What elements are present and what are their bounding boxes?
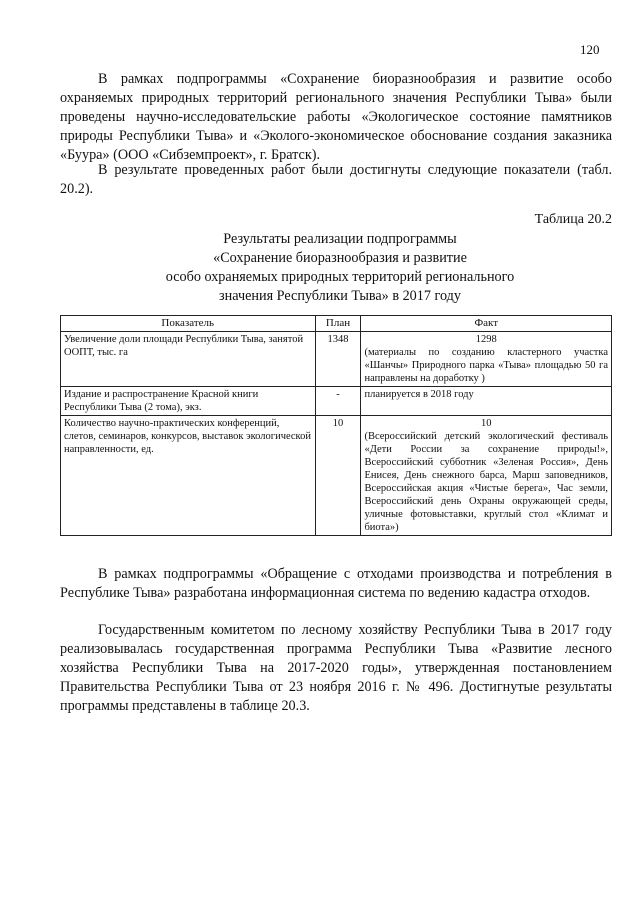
- fact-note: (материалы по созданию кластерного участка «Шанчы» Природного парка «Тыва» площадью 50 га направлены на доработку ): [364, 347, 608, 384]
- table-title: [90, 230, 590, 306]
- fact-note: планируется в 2018 году: [364, 389, 474, 400]
- fact-value: 1298: [475, 334, 497, 345]
- header-indicator: Показатель: [61, 316, 316, 332]
- header-fact: Факт: [361, 316, 612, 332]
- table-header-row: [61, 316, 612, 332]
- paragraph-waste: В рамках подпрограммы «Обращение с отходами производства и потребления в Республике Тыва» разработана информационная система по ведению кадастра отходов.: [60, 566, 612, 601]
- cell-plan: -: [315, 387, 361, 416]
- table-row: [61, 416, 612, 536]
- paragraph-biodiversity: В рамках подпрограммы «Сохранение биоразнообразия и развитие особо охраняемых природных территорий регионального значения Республики Тыва» были проведены научно-исследовательские работы «Экологическое состояние памятников природы Республики Тыва» и «Эколого-экономическое обоснование создания заказника «Буура» (ООО «Сибземпроект», г. Братск).: [60, 71, 612, 163]
- table-title-line: особо охраняемых природных территорий регионального: [165, 269, 515, 285]
- cell-plan: 1348: [315, 332, 361, 387]
- paragraph-forestry: Государственным комитетом по лесному хозяйству Республики Тыва в 2017 году реализовывалась государственная программа Республики Тыва «Развитие лесного хозяйства Республики Тыва на 2017-2020 годы», утвержденная постановлением Правительства Республики Тыва от 23 ноября 2016 г. № 496. Достигнутые результаты программы представлены в таблице 20.3.: [60, 622, 612, 714]
- cell-fact: [361, 332, 612, 387]
- cell-indicator: Увеличение доли площади Республики Тыва, занятой ООПТ, тыс. га: [61, 332, 316, 387]
- table-row: [61, 387, 612, 416]
- cell-fact: [361, 387, 612, 416]
- fact-value: 10: [480, 418, 492, 429]
- page-number: 120: [580, 42, 600, 57]
- table-row: [61, 332, 612, 387]
- header-plan: План: [315, 316, 361, 332]
- fact-note: (Всероссийский детский экологический фестиваль «Дети России за сохранение природы!», Всероссийский субботник «Зеленая Россия», День Енисея, День снежного барса, Марш заповедников, Всероссийская акция «Чистые берега», Час земли, Всероссийский день Охраны окружающей среды, уличные фотовыставки, круглый стол «Климат и биота»): [364, 431, 608, 533]
- results-table: [60, 315, 612, 536]
- cell-indicator: Количество научно-практических конференций, слетов, семинаров, конкурсов, выставок экологической направленности, ед.: [61, 416, 316, 536]
- table-title-line: значения Республики Тыва» в 2017 году: [219, 288, 461, 304]
- table-title-line: Результаты реализации подпрограммы: [223, 231, 457, 247]
- cell-fact: [361, 416, 612, 536]
- paragraph-results-intro: В результате проведенных работ были достигнуты следующие показатели (табл. 20.2).: [60, 162, 612, 197]
- cell-indicator: Издание и распространение Красной книги Республики Тыва (2 тома), экз.: [61, 387, 316, 416]
- table-title-line: «Сохранение биоразнообразия и развитие: [213, 250, 467, 266]
- table-caption: Таблица 20.2: [534, 212, 612, 227]
- cell-plan: 10: [315, 416, 361, 536]
